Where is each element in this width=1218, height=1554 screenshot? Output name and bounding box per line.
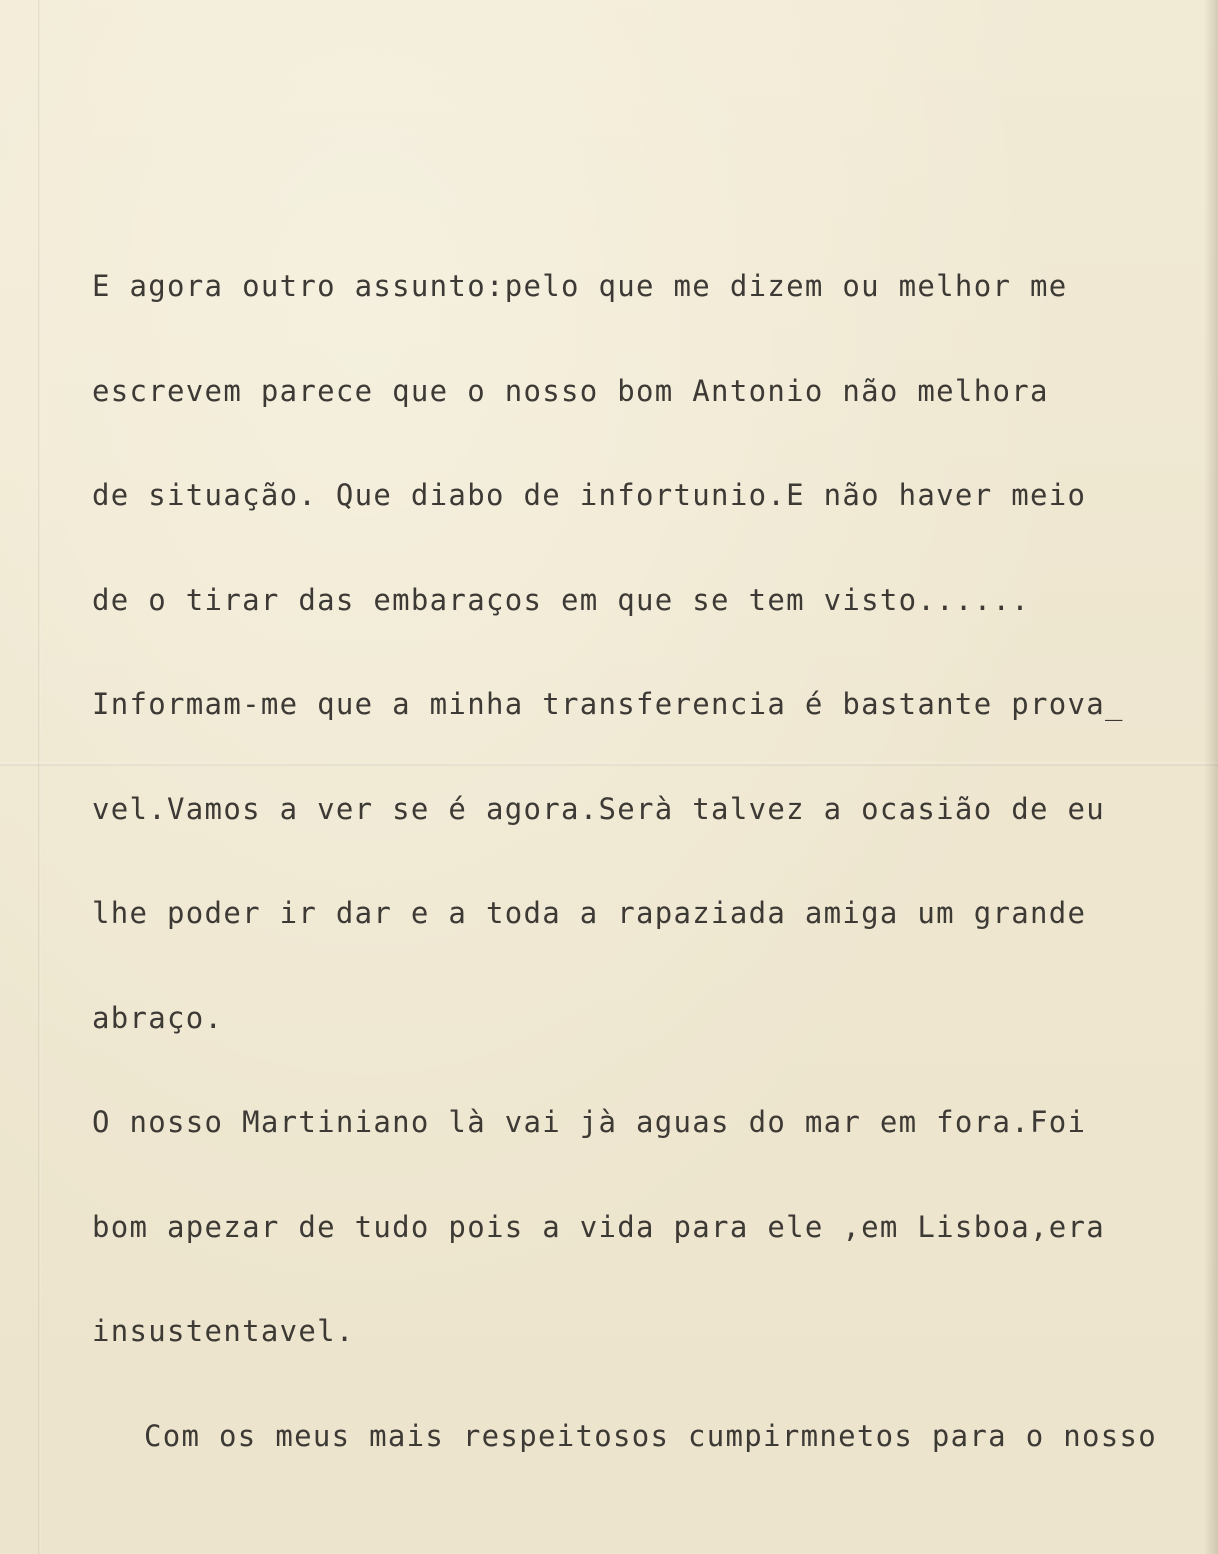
letter-line: insustentavel.: [92, 1314, 355, 1348]
letter-line: lhe poder ir dar e a toda a rapaziada amiga um grande: [92, 896, 1087, 930]
vertical-fold-crease: [38, 0, 41, 1554]
letter-line: bom apezar de tudo pois a vida para ele ,em Lisboa,era: [92, 1209, 1106, 1244]
letter-line: de situação. Que diabo de infortunio.E não haver meio: [92, 478, 1087, 512]
letter-line: escrevem parece que o nosso bom Antonio não melhora: [92, 373, 1049, 408]
letter-line: de o tirar das embaraços em que se tem visto......: [92, 582, 1030, 617]
letter-line: vel.Vamos a ver se é agora.Serà talvez a ocasião de eu: [92, 791, 1106, 826]
letter-line: abraço.: [92, 1000, 224, 1035]
letter-line: E agora outro assunto:pelo que me dizem ou melhor me: [92, 269, 1068, 303]
letter-closing-line: Com os meus mais respeitosos cumpirmnetos para o nosso: [144, 1418, 1158, 1453]
page-edge-shadow: [1204, 0, 1218, 1554]
letter-line: Informam-me que a minha transferencia é bastante prova_: [92, 687, 1124, 721]
letter-body: [92, 262, 1202, 1516]
letter-line: O nosso Martiniano là vai jà aguas do mar em fora.Foi: [92, 1105, 1087, 1139]
